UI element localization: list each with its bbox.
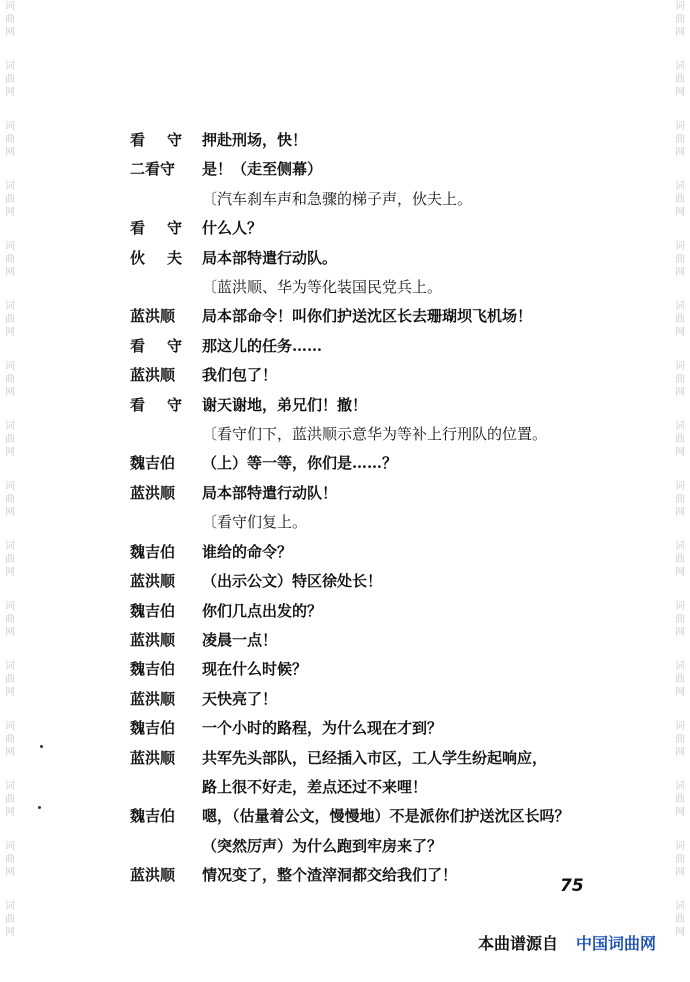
watermark-char: 曲: [5, 854, 15, 865]
speaker-name: 蓝洪顺: [130, 630, 176, 649]
watermark-char: 词: [5, 481, 15, 492]
watermark-char: 曲: [5, 614, 15, 625]
watermark-char: 曲: [675, 434, 685, 445]
line-text: 一个小时的路程，为什么现在才到？: [202, 719, 443, 738]
watermark-char: 曲: [5, 14, 15, 25]
watermark-char: 网: [675, 687, 685, 698]
right-watermark-strip: [672, 0, 688, 982]
line-text: 局本部特遣行动队！: [202, 483, 338, 502]
watermark-char: 曲: [5, 254, 15, 265]
watermark-group: [5, 0, 15, 39]
watermark-char: 网: [675, 567, 685, 578]
watermark-char: 词: [675, 601, 685, 612]
line-text: 押赴刑场，快！: [202, 131, 308, 149]
watermark-char: 词: [675, 421, 685, 432]
line-text: （出示公文）特区徐处长！: [202, 572, 383, 591]
dialogue-line: [130, 802, 610, 831]
watermark-char: 曲: [5, 374, 15, 385]
speck-mark: [38, 806, 41, 809]
dialogue-line: [130, 861, 610, 890]
speaker-name: 看守: [130, 219, 205, 238]
watermark-char: 词: [675, 541, 685, 552]
watermark-group: [675, 60, 685, 99]
watermark-char: 曲: [675, 794, 685, 805]
watermark-group: [5, 420, 15, 459]
speaker-name: 蓝洪顺: [130, 748, 176, 767]
watermark-char: 网: [675, 207, 685, 218]
speaker-name: 蓝洪顺: [130, 483, 176, 502]
watermark-char: 词: [675, 121, 685, 132]
watermark-char: 网: [5, 27, 15, 38]
dialogue-line: [130, 155, 610, 184]
line-text: 〔汽车刹车声和急骤的梯子声，伙夫上。: [202, 189, 473, 208]
watermark-char: 词: [5, 181, 15, 192]
watermark-char: 词: [5, 661, 15, 672]
watermark-char: 曲: [675, 614, 685, 625]
watermark-char: 词: [675, 61, 685, 72]
watermark-group: [675, 120, 685, 159]
watermark-group: [5, 780, 15, 819]
watermark-char: 词: [675, 841, 685, 852]
watermark-char: 网: [675, 627, 685, 638]
line-text: （上）等一等，你们是……？: [202, 454, 398, 473]
line-text: 那这儿的任务……: [202, 336, 323, 355]
speaker-name: 魏吉伯: [130, 660, 176, 679]
stage-direction-line: [130, 185, 610, 214]
dialogue-line: [130, 479, 610, 508]
dialogue-line: [130, 126, 610, 155]
watermark-group: [675, 660, 685, 699]
watermark-char: 网: [675, 807, 685, 818]
watermark-char: 词: [5, 121, 15, 132]
speaker-name: 魏吉伯: [130, 454, 176, 473]
line-text: 情况变了，整个渣滓洞都交给我们了！: [202, 866, 458, 885]
source-label: 本曲谱源自: [477, 934, 558, 953]
watermark-char: 曲: [675, 14, 685, 25]
watermark-char: 词: [675, 1, 685, 12]
watermark-group: [675, 360, 685, 399]
watermark-char: 曲: [675, 854, 685, 865]
watermark-char: 网: [675, 267, 685, 278]
page-number: 75: [560, 876, 584, 896]
watermark-char: 词: [5, 301, 15, 312]
watermark-char: 网: [675, 507, 685, 518]
watermark-char: 曲: [5, 494, 15, 505]
watermark-char: 词: [5, 1, 15, 12]
watermark-char: 曲: [675, 734, 685, 745]
dialogue-line: [130, 302, 610, 331]
line-text: 天快亮了！: [202, 689, 278, 708]
line-text: 路上很不好走，差点还过不来哩！: [202, 777, 428, 796]
speaker-name: 蓝洪顺: [130, 866, 176, 885]
watermark-group: [675, 180, 685, 219]
watermark-group: [5, 60, 15, 99]
watermark-char: 网: [5, 387, 15, 398]
watermark-char: 曲: [5, 554, 15, 565]
watermark-char: 网: [5, 267, 15, 278]
watermark-char: 曲: [675, 254, 685, 265]
watermark-char: 网: [675, 747, 685, 758]
watermark-char: 曲: [675, 554, 685, 565]
source-site-name[interactable]: 中国词曲网: [575, 934, 656, 953]
watermark-char: 曲: [5, 914, 15, 925]
watermark-char: 词: [675, 661, 685, 672]
dialogue-line: [130, 244, 610, 273]
line-text: 共军先头部队，已经插入市区，工人学生纷起响应，: [202, 748, 548, 767]
watermark-char: 曲: [5, 314, 15, 325]
line-text: 你们几点出发的？: [202, 601, 323, 620]
speaker-name: 蓝洪顺: [130, 366, 176, 385]
watermark-char: 词: [675, 361, 685, 372]
dialogue-line: [130, 361, 610, 390]
watermark-group: [675, 420, 685, 459]
script-body: [130, 126, 610, 891]
line-text: 现在什么时候？: [202, 660, 308, 679]
watermark-group: [5, 540, 15, 579]
line-text: 〔看守们复上。: [202, 513, 308, 532]
watermark-group: [675, 780, 685, 819]
watermark-group: [675, 0, 685, 39]
dialogue-line: [130, 538, 610, 567]
dialogue-line: [130, 744, 610, 773]
speaker-name: 蓝洪顺: [130, 689, 176, 708]
line-text: 〔蓝洪顺、华为等化装国民党兵上。: [202, 278, 443, 297]
watermark-char: 网: [675, 867, 685, 878]
watermark-char: 词: [5, 241, 15, 252]
dialogue-line: [130, 391, 610, 420]
dialogue-line: [130, 685, 610, 714]
watermark-char: 曲: [5, 434, 15, 445]
watermark-char: 曲: [5, 734, 15, 745]
watermark-char: 词: [675, 301, 685, 312]
left-watermark-strip: [2, 0, 18, 982]
watermark-char: 曲: [675, 194, 685, 205]
watermark-group: [675, 900, 685, 939]
dialogue-line: [130, 567, 610, 596]
line-text: 是！（走至侧幕）: [202, 160, 323, 179]
watermark-char: 词: [5, 421, 15, 432]
stage-direction-line: [130, 273, 610, 302]
watermark-char: 词: [5, 721, 15, 732]
watermark-char: 词: [675, 481, 685, 492]
dialogue-line: [130, 214, 610, 243]
dialogue-line: [130, 655, 610, 684]
speaker-name: 魏吉伯: [130, 719, 176, 738]
watermark-group: [675, 300, 685, 339]
watermark-char: 曲: [675, 314, 685, 325]
watermark-char: 曲: [5, 74, 15, 85]
watermark-char: 曲: [675, 374, 685, 385]
line-text: 谁给的命令？: [202, 542, 293, 561]
watermark-char: 词: [5, 841, 15, 852]
watermark-group: [5, 480, 15, 519]
dialogue-line: [130, 449, 610, 478]
watermark-char: 词: [675, 901, 685, 912]
watermark-group: [675, 600, 685, 639]
watermark-char: 词: [5, 541, 15, 552]
watermark-group: [5, 900, 15, 939]
watermark-group: [5, 300, 15, 339]
watermark-char: 网: [5, 447, 15, 458]
line-text: 嗯，（估量着公文，慢慢地）不是派你们护送沈区长吗？: [202, 807, 570, 826]
watermark-char: 网: [5, 567, 15, 578]
watermark-char: 词: [5, 781, 15, 792]
watermark-char: 词: [5, 601, 15, 612]
speaker-name: 蓝洪顺: [130, 572, 176, 591]
watermark-char: 网: [675, 927, 685, 938]
line-text: 凌晨一点！: [202, 630, 278, 649]
watermark-char: 词: [5, 901, 15, 912]
watermark-group: [5, 600, 15, 639]
watermark-char: 网: [5, 147, 15, 158]
watermark-char: 曲: [5, 794, 15, 805]
watermark-char: 网: [5, 687, 15, 698]
speaker-name: 魏吉伯: [130, 542, 176, 561]
watermark-group: [5, 840, 15, 879]
dialogue-line: [130, 773, 610, 802]
watermark-char: 网: [675, 447, 685, 458]
line-text: 我们包了！: [202, 366, 278, 385]
watermark-char: 曲: [5, 194, 15, 205]
watermark-char: 词: [675, 241, 685, 252]
dialogue-line: [130, 714, 610, 743]
watermark-char: 网: [675, 87, 685, 98]
watermark-group: [5, 660, 15, 699]
watermark-char: 词: [675, 781, 685, 792]
line-text: 局本部命令！叫你们护送沈区长去珊瑚坝飞机场！: [202, 307, 533, 326]
watermark-group: [5, 240, 15, 279]
speaker-name: 看守: [130, 336, 205, 355]
line-text: 什么人？: [202, 219, 263, 238]
watermark-char: 网: [675, 327, 685, 338]
speaker-name: 魏吉伯: [130, 807, 176, 826]
dialogue-line: [130, 832, 610, 861]
watermark-char: 网: [5, 747, 15, 758]
watermark-char: 曲: [675, 674, 685, 685]
line-text: （突然厉声）为什么跑到牢房来了？: [202, 836, 443, 855]
dialogue-line: [130, 332, 610, 361]
dialogue-line: [130, 626, 610, 655]
watermark-char: 曲: [675, 74, 685, 85]
watermark-char: 词: [675, 721, 685, 732]
watermark-char: 网: [5, 867, 15, 878]
watermark-char: 曲: [5, 134, 15, 145]
watermark-char: 网: [5, 207, 15, 218]
watermark-group: [675, 720, 685, 759]
line-text: 局本部特遣行动队。: [202, 248, 338, 267]
stage-direction-line: [130, 420, 610, 449]
watermark-group: [675, 240, 685, 279]
watermark-group: [675, 540, 685, 579]
speaker-name: 伙夫: [130, 248, 205, 267]
watermark-group: [675, 480, 685, 519]
speaker-name: 看守: [130, 395, 205, 414]
watermark-char: 词: [5, 61, 15, 72]
watermark-group: [5, 120, 15, 159]
source-footer: [478, 931, 656, 954]
watermark-char: 网: [5, 87, 15, 98]
watermark-char: 网: [5, 927, 15, 938]
watermark-char: 网: [675, 27, 685, 38]
watermark-char: 曲: [5, 674, 15, 685]
watermark-group: [5, 180, 15, 219]
watermark-char: 网: [675, 147, 685, 158]
watermark-char: 网: [5, 807, 15, 818]
watermark-char: 曲: [675, 494, 685, 505]
speaker-name: 二看守: [130, 160, 176, 179]
watermark-group: [5, 360, 15, 399]
watermark-char: 网: [675, 387, 685, 398]
watermark-char: 曲: [675, 134, 685, 145]
watermark-char: 曲: [675, 914, 685, 925]
dialogue-line: [130, 597, 610, 626]
speaker-name: 看守: [130, 131, 205, 149]
speaker-name: 魏吉伯: [130, 601, 176, 620]
speaker-name: 蓝洪顺: [130, 307, 176, 326]
speck-mark: [40, 745, 43, 748]
watermark-char: 网: [5, 627, 15, 638]
line-text: 谢天谢地，弟兄们！撤！: [202, 395, 368, 414]
watermark-group: [675, 840, 685, 879]
watermark-group: [5, 720, 15, 759]
watermark-char: 网: [5, 507, 15, 518]
watermark-char: 网: [5, 327, 15, 338]
watermark-char: 词: [675, 181, 685, 192]
watermark-char: 词: [5, 361, 15, 372]
line-text: 〔看守们下，蓝洪顺示意华为等补上行刑队的位置。: [202, 425, 548, 444]
stage-direction-line: [130, 508, 610, 537]
